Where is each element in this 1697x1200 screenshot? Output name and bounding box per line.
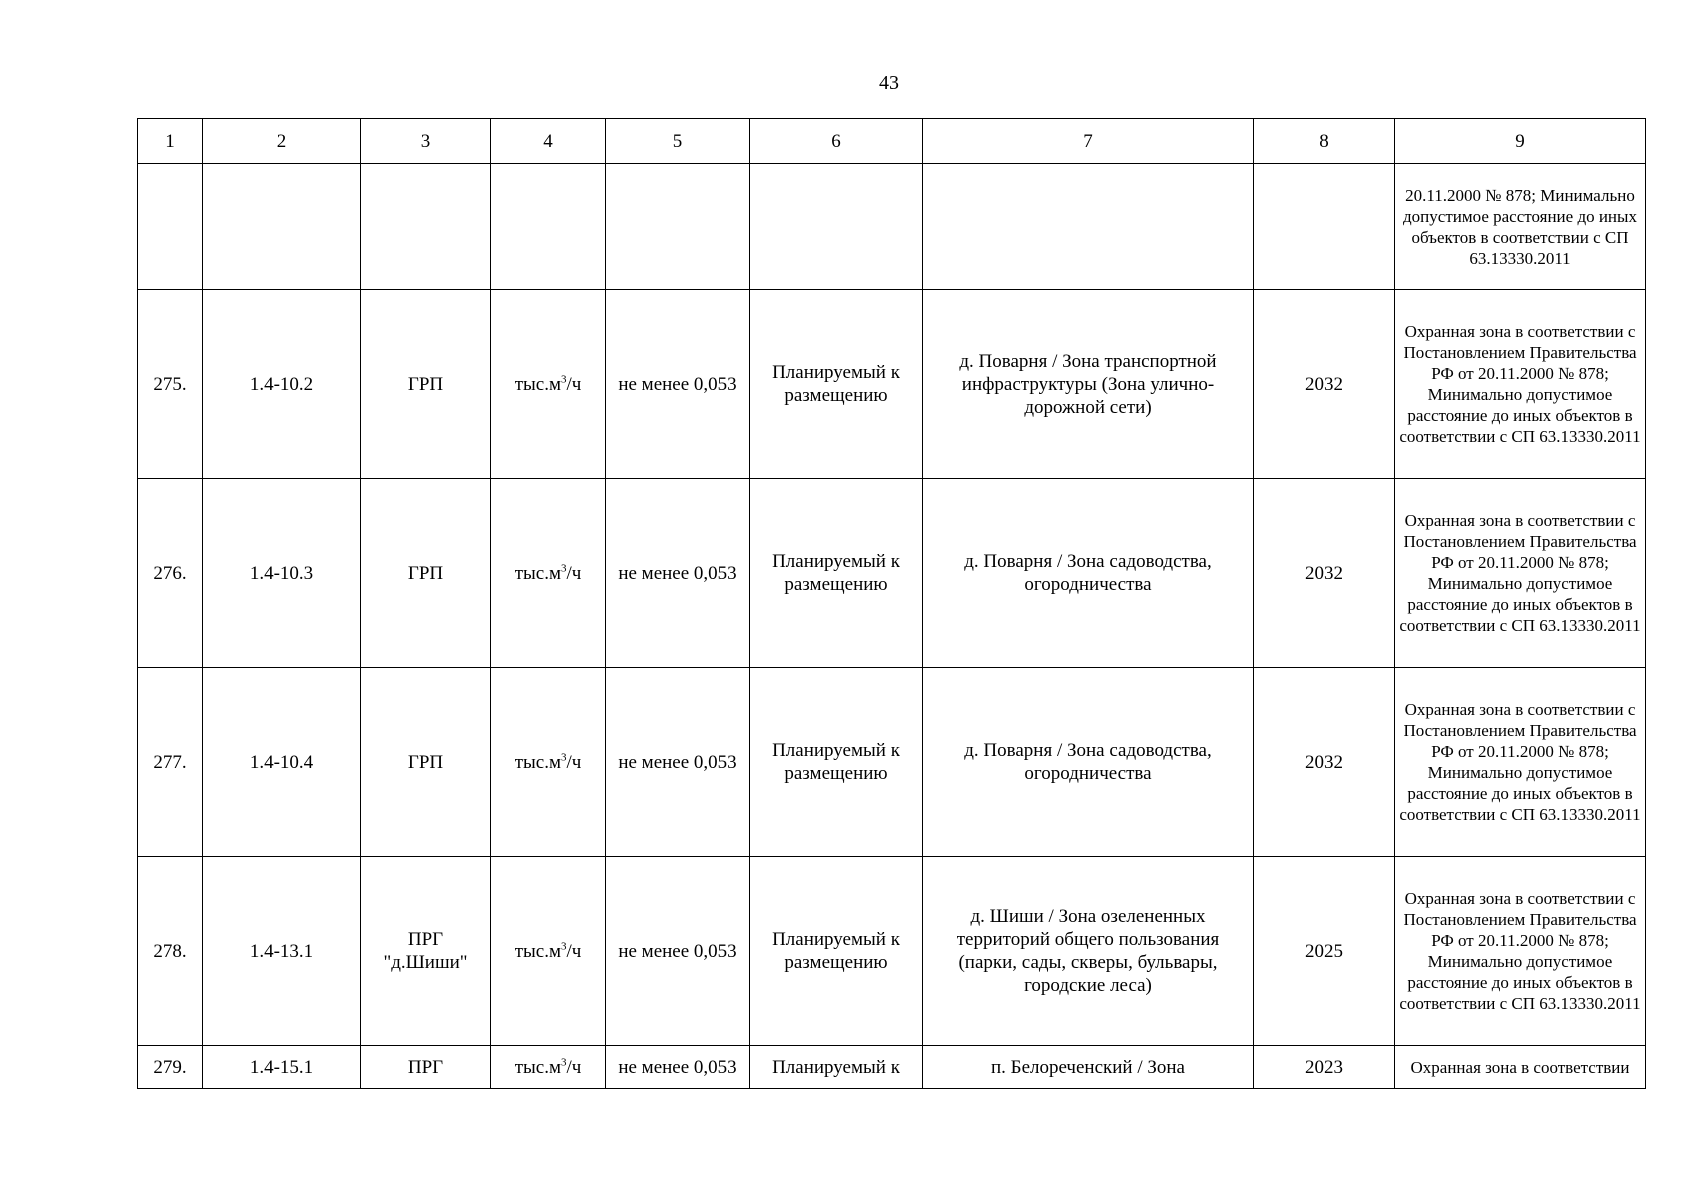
unit-cell <box>491 290 606 479</box>
empty-cell <box>923 164 1254 290</box>
capacity-value-cell: не менее 0,053 <box>606 290 750 479</box>
table-row <box>138 1046 1646 1089</box>
unit-tail: /ч <box>566 1056 582 1078</box>
unit-tail: /ч <box>566 373 582 395</box>
object-name-cell: ГРП <box>361 668 491 857</box>
table-body <box>138 290 1646 1089</box>
empty-cell <box>491 164 606 290</box>
page-number: 43 <box>879 72 899 94</box>
year-cell: 2023 <box>1254 1046 1395 1089</box>
unit-base: тыс.м <box>514 562 561 584</box>
status-cell: Планируемый к размещению <box>750 857 923 1046</box>
header-cell: 4 <box>491 119 606 164</box>
protection-zone-cell: Охранная зона в соответствии с Постановлением Правительства РФ от 20.11.2000 № 878; Минимально допустимое расстояние до иных объектов в соответствии с СП 63.13330.2011 <box>1395 290 1646 479</box>
unit-superscript: 3 <box>560 1056 567 1069</box>
unit-cell <box>491 479 606 668</box>
continuation-row <box>138 164 1646 290</box>
capacity-value-cell: не менее 0,053 <box>606 479 750 668</box>
unit-superscript: 3 <box>560 373 567 386</box>
status-cell: Планируемый к <box>750 1046 923 1089</box>
empty-cell <box>138 164 203 290</box>
protection-zone-cell: Охранная зона в соответствии <box>1395 1046 1646 1089</box>
protection-zone-cell: 20.11.2000 № 878; Минимально допустимое расстояние до иных объектов в соответствии с СП 63.13330.2011 <box>1395 164 1646 290</box>
status-cell: Планируемый к размещению <box>750 668 923 857</box>
table-header-row <box>138 119 1646 164</box>
capacity-value-cell: не менее 0,053 <box>606 668 750 857</box>
location-cell: п. Белореченский / Зона <box>923 1046 1254 1089</box>
header-cell: 9 <box>1395 119 1646 164</box>
year-cell: 2032 <box>1254 290 1395 479</box>
unit-superscript: 3 <box>560 562 567 575</box>
location-cell: д. Поварня / Зона транспортной инфраструктуры (Зона улично-дорожной сети) <box>923 290 1254 479</box>
protection-zone-cell: Охранная зона в соответствии с Постановлением Правительства РФ от 20.11.2000 № 878; Минимально допустимое расстояние до иных объектов в соответствии с СП 63.13330.2011 <box>1395 668 1646 857</box>
empty-cell <box>361 164 491 290</box>
header-cell: 1 <box>138 119 203 164</box>
protection-zone-cell: Охранная зона в соответствии с Постановлением Правительства РФ от 20.11.2000 № 878; Минимально допустимое расстояние до иных объектов в соответствии с СП 63.13330.2011 <box>1395 479 1646 668</box>
table-row <box>138 479 1646 668</box>
table-row <box>138 290 1646 479</box>
object-code-cell: 1.4-10.3 <box>203 479 361 668</box>
unit-base: тыс.м <box>514 751 561 773</box>
unit-superscript: 3 <box>560 940 567 953</box>
header-cell: 8 <box>1254 119 1395 164</box>
row-number-cell: 279. <box>138 1046 203 1089</box>
unit-cell <box>491 1046 606 1089</box>
header-cell: 2 <box>203 119 361 164</box>
object-code-cell: 1.4-10.4 <box>203 668 361 857</box>
table-row <box>138 857 1646 1046</box>
header-cell: 7 <box>923 119 1254 164</box>
year-cell: 2032 <box>1254 479 1395 668</box>
protection-zone-cell: Охранная зона в соответствии с Постановлением Правительства РФ от 20.11.2000 № 878; Минимально допустимое расстояние до иных объектов в соответствии с СП 63.13330.2011 <box>1395 857 1646 1046</box>
unit-tail: /ч <box>566 940 582 962</box>
object-code-cell: 1.4-13.1 <box>203 857 361 1046</box>
row-number-cell: 276. <box>138 479 203 668</box>
row-number-cell: 275. <box>138 290 203 479</box>
status-cell: Планируемый к размещению <box>750 290 923 479</box>
location-cell: д. Поварня / Зона садоводства, огородничества <box>923 668 1254 857</box>
unit-tail: /ч <box>566 562 582 584</box>
status-cell: Планируемый к размещению <box>750 479 923 668</box>
row-number-cell: 278. <box>138 857 203 1046</box>
header-cell: 5 <box>606 119 750 164</box>
year-cell: 2032 <box>1254 668 1395 857</box>
objects-table <box>137 118 1646 1089</box>
location-cell: д. Шиши / Зона озелененных территорий общего пользования (парки, сады, скверы, бульвары, городские леса) <box>923 857 1254 1046</box>
capacity-value-cell: не менее 0,053 <box>606 857 750 1046</box>
empty-cell <box>1254 164 1395 290</box>
header-cell: 3 <box>361 119 491 164</box>
unit-base: тыс.м <box>514 373 561 395</box>
header-cell: 6 <box>750 119 923 164</box>
row-number-cell: 277. <box>138 668 203 857</box>
object-name-cell: ПРГ <box>361 1046 491 1089</box>
location-cell: д. Поварня / Зона садоводства, огородничества <box>923 479 1254 668</box>
object-name-cell: ГРП <box>361 290 491 479</box>
unit-cell <box>491 668 606 857</box>
unit-base: тыс.м <box>514 940 561 962</box>
object-name-cell: ГРП <box>361 479 491 668</box>
empty-cell <box>203 164 361 290</box>
unit-tail: /ч <box>566 751 582 773</box>
table-row <box>138 668 1646 857</box>
capacity-value-cell: не менее 0,053 <box>606 1046 750 1089</box>
object-code-cell: 1.4-15.1 <box>203 1046 361 1089</box>
unit-base: тыс.м <box>514 1056 561 1078</box>
object-code-cell: 1.4-10.2 <box>203 290 361 479</box>
unit-cell <box>491 857 606 1046</box>
empty-cell <box>750 164 923 290</box>
object-name-cell: ПРГ "д.Шиши" <box>361 857 491 1046</box>
year-cell: 2025 <box>1254 857 1395 1046</box>
unit-superscript: 3 <box>560 751 567 764</box>
empty-cell <box>606 164 750 290</box>
